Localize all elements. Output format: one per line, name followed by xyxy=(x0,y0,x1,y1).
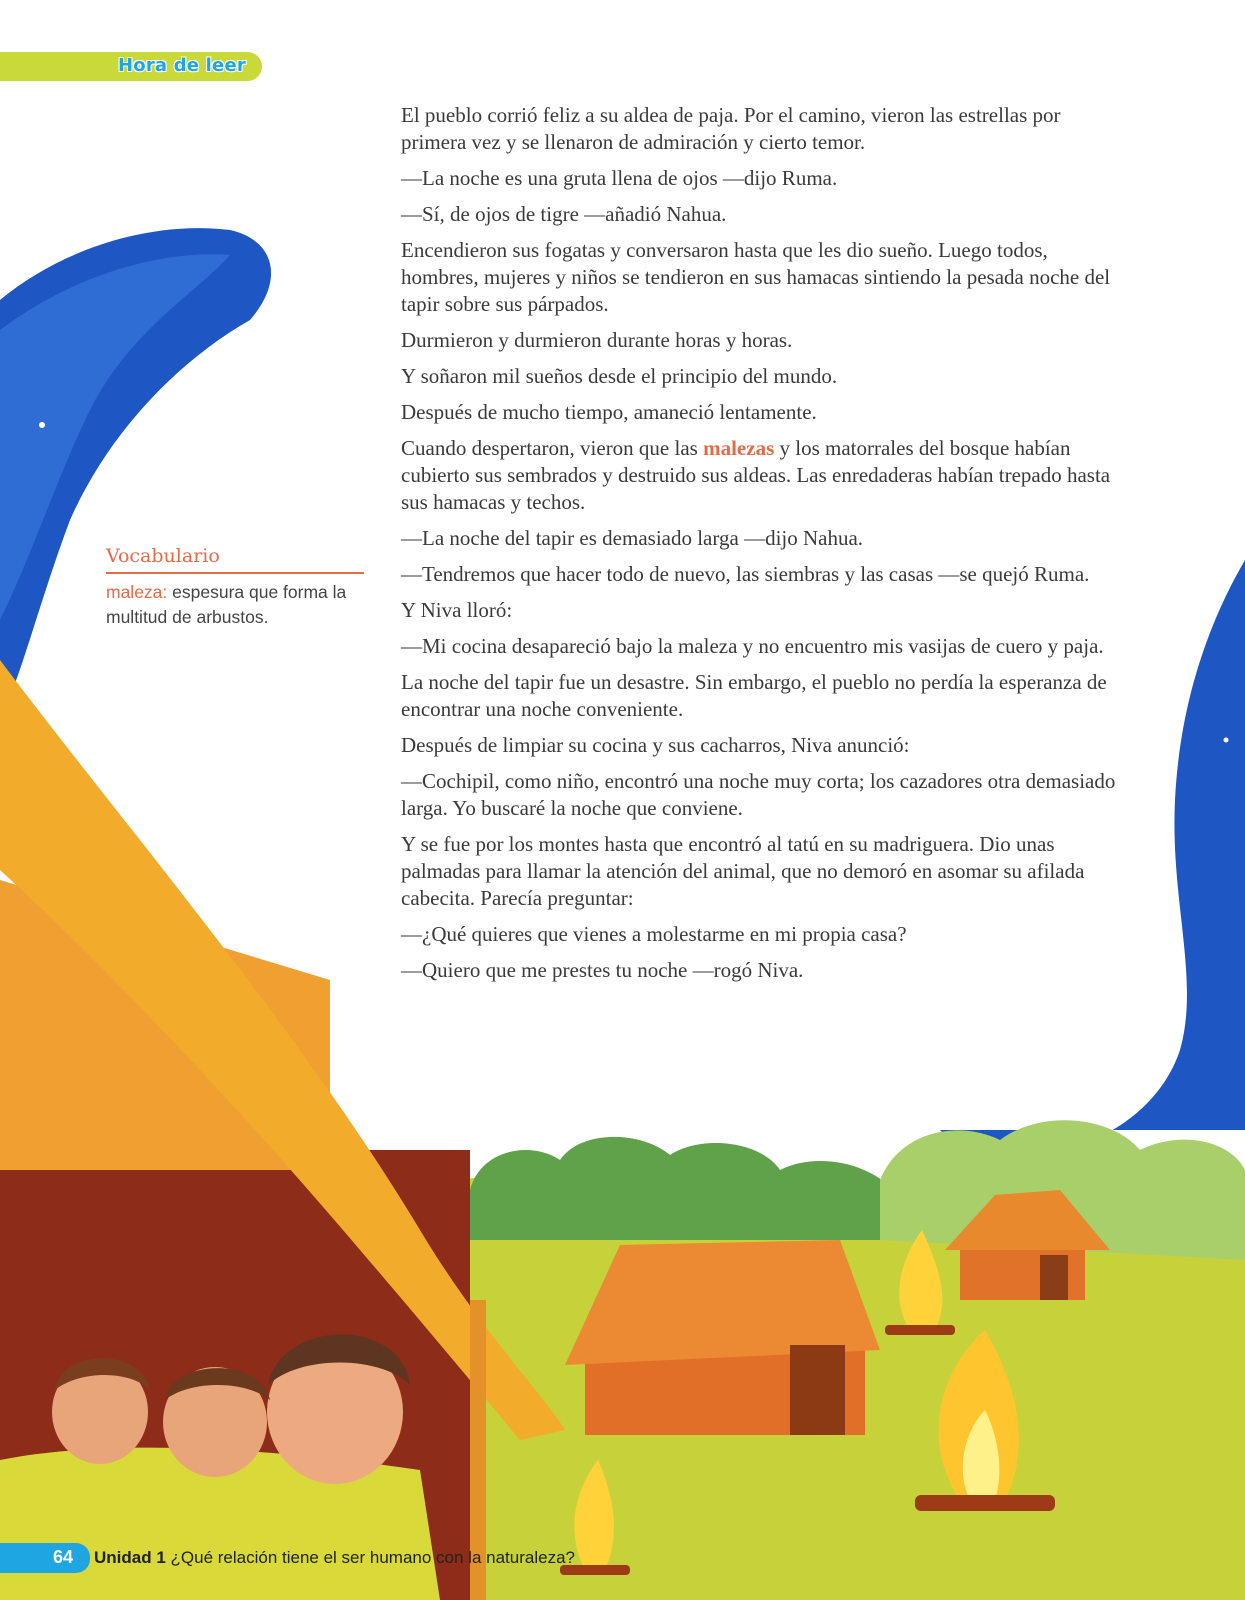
story-paragraph: Después de mucho tiempo, amaneció lentamente. xyxy=(401,400,817,424)
straw-hut-icon xyxy=(565,1240,880,1435)
vocabulary-word-highlight: malezas xyxy=(703,436,775,460)
story-paragraph: Y se fue por los montes hasta que encontró al tatú en su madriguera. Dio unas palmadas para llamar la atención del animal, que no demoró en asomar su afilada cabecita. Parecía preguntar: xyxy=(401,832,1085,910)
story-paragraph: —¿Qué quieres que vienes a molestarme en mi propia casa? xyxy=(401,922,907,946)
star-icon xyxy=(39,422,45,428)
page-number: 64 xyxy=(53,1547,74,1567)
story-paragraph: —Cochipil, como niño, encontró una noche muy corta; los cazadores otra demasiado larga. Yo buscaré la noche que conviene. xyxy=(401,769,1116,820)
page-number-tab xyxy=(0,1543,90,1573)
vocabulary-definition xyxy=(106,580,364,630)
story-text xyxy=(401,102,1121,993)
story-paragraph xyxy=(401,435,1121,516)
story-paragraph: Después de limpiar su cocina y sus cacharros, Niva anunció: xyxy=(401,733,910,757)
vocabulary-title: Vocabulario xyxy=(106,545,364,574)
section-tab xyxy=(0,52,262,81)
story-paragraph: —Mi cocina desapareció bajo la maleza y no encuentro mis vasijas de cuero y paja. xyxy=(401,634,1104,658)
story-paragraph: El pueblo corrió feliz a su aldea de paja. Por el camino, vieron las estrellas por primera vez y se llenaron de admiración y cierto temor. xyxy=(401,103,1061,154)
story-paragraph: —La noche es una gruta llena de ojos —dijo Ruma. xyxy=(401,166,838,190)
star-icon xyxy=(1224,738,1229,743)
paragraph-text: Cuando despertaron, vieron que las xyxy=(401,436,704,460)
story-paragraph: Y Niva lloró: xyxy=(401,598,513,622)
unit-question: ¿Qué relación tiene el ser humano con la naturaleza? xyxy=(165,1548,575,1567)
paragraph-text: y los matorrales del bosque habían cubierto sus sembrados y destruido sus aldeas. Las enredaderas habían trepado hasta sus hamacas y techos. xyxy=(401,436,1111,514)
vocabulary-box xyxy=(106,545,364,630)
story-paragraph: Encendieron sus fogatas y conversaron hasta que les dio sueño. Luego todos, hombres, mujeres y niños se tendieron en sus hamacas sintiendo la pesada noche del tapir sobre sus párpados. xyxy=(401,238,1111,316)
unit-label: Unidad 1 xyxy=(94,1548,166,1567)
story-paragraph: —Tendremos que hacer todo de nuevo, las siembras y las casas —se quejó Ruma. xyxy=(401,562,1090,586)
footer-unit-title xyxy=(94,1548,575,1568)
story-paragraph: —La noche del tapir es demasiado larga —dijo Nahua. xyxy=(401,526,864,550)
vocabulary-definition-text: espesura que forma la multitud de arbustos. xyxy=(106,582,347,627)
story-paragraph: La noche del tapir fue un desastre. Sin embargo, el pueblo no perdía la esperanza de encontrar una noche conveniente. xyxy=(401,670,1107,721)
vocabulary-term: maleza: xyxy=(106,582,168,602)
story-paragraph: Y soñaron mil sueños desde el principio del mundo. xyxy=(401,364,838,388)
bush-icon xyxy=(470,1137,900,1240)
section-label: Hora de leer xyxy=(118,55,246,76)
story-paragraph: —Sí, de ojos de tigre —añadió Nahua. xyxy=(401,202,727,226)
story-paragraph: Durmieron y durmieron durante horas y horas. xyxy=(401,328,793,352)
story-paragraph: —Quiero que me prestes tu noche —rogó Niva. xyxy=(401,958,804,982)
